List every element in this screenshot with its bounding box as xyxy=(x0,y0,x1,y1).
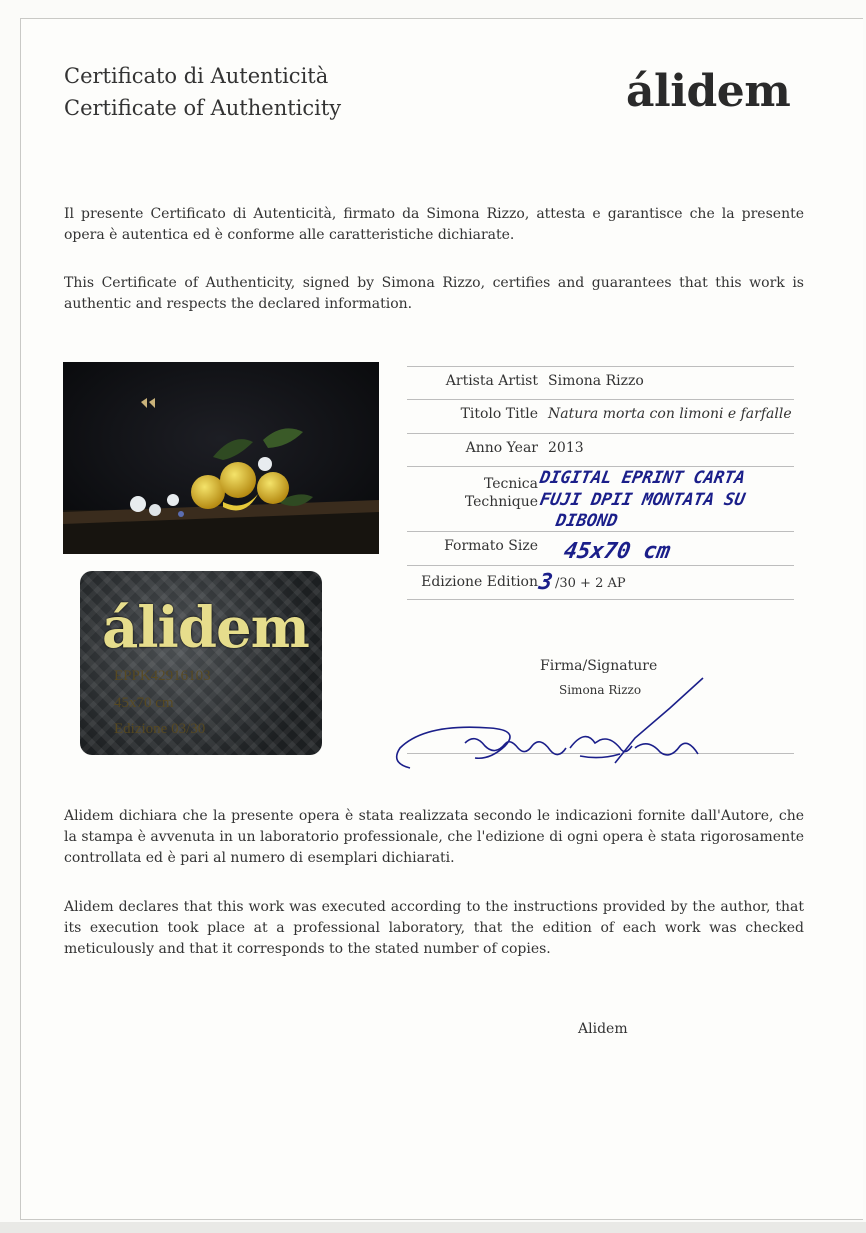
table-rule xyxy=(407,466,794,467)
title-label: Titolo Title xyxy=(460,406,538,422)
declaration-italian: Alidem dichiara che la presente opera è stata realizzata secondo le indicazioni fornite dall'Autore, che la stampa è avvenuta in un laboratorio professionale, che l'edizione di ogni opera è stata rigorosamente controllata ed è pari al numero di esemplari dichiarati. xyxy=(64,808,804,866)
intro-italian: Il presente Certificato di Autenticità, firmato da Simona Rizzo, attesta e garantisce che la presente opera è autentica ed è conforme alle caratteristiche dichiarate. xyxy=(64,206,804,243)
table-rule xyxy=(407,366,794,367)
technique-handwritten-2: FUJI DPII MONTATA SU xyxy=(538,490,747,510)
hologram-card xyxy=(80,571,322,755)
handwritten-signature xyxy=(380,668,720,783)
technique-label-it: Tecnica xyxy=(483,476,538,492)
issuer-signature: Alidem xyxy=(578,1021,628,1037)
declaration-english: Alidem declares that this work was executed according to the instructions provided by the author, that its execution took place at a professional laboratory, that the edition of each work was checked meticulously and that it corresponds to the stated number of copies. xyxy=(64,899,804,957)
table-rule xyxy=(407,433,794,434)
technique-handwritten-1: DIGITAL EPRINT CARTA xyxy=(538,468,747,488)
table-rule xyxy=(407,399,794,400)
signature-label: Firma/Signature xyxy=(540,658,658,674)
title-italian: Certificato di Autenticità xyxy=(64,64,329,88)
artist-value: Simona Rizzo xyxy=(548,373,644,389)
signature-name: Simona Rizzo xyxy=(559,683,642,697)
table-rule xyxy=(407,599,794,600)
artist-label: Artista Artist xyxy=(445,373,538,389)
format-label: Formato Size xyxy=(444,538,538,554)
year-value: 2013 xyxy=(548,440,584,456)
alidem-logo: álidem xyxy=(626,66,791,117)
card-logo: álidem xyxy=(102,595,309,661)
artwork-image xyxy=(63,362,379,554)
edition-label: Edizione Edition xyxy=(421,574,538,590)
table-rule xyxy=(407,565,794,566)
year-label: Anno Year xyxy=(465,440,538,456)
technique-label-en: Technique xyxy=(464,494,538,510)
title-value: Natura morta con limoni e farfalle xyxy=(548,406,792,422)
format-handwritten: 45x70 cm xyxy=(561,539,673,564)
technique-handwritten-3: DIBOND xyxy=(554,511,620,531)
still-life-illustration xyxy=(63,362,379,554)
card-code: EPPK42916103 xyxy=(114,668,211,684)
page-edge xyxy=(0,1222,866,1233)
card-edition: Edizione 03/30 xyxy=(114,721,206,737)
edition-number-handwritten: 3 xyxy=(536,570,555,595)
edition-value: /30 + 2 AP xyxy=(555,576,626,591)
intro-english: This Certificate of Authenticity, signed by Simona Rizzo, certifies and guarantees that this work is authentic and respects the declared information. xyxy=(64,275,804,312)
table-rule xyxy=(407,531,794,532)
title-english: Certificate of Authenticity xyxy=(64,96,342,120)
card-size: 45x70 cm xyxy=(114,695,174,711)
